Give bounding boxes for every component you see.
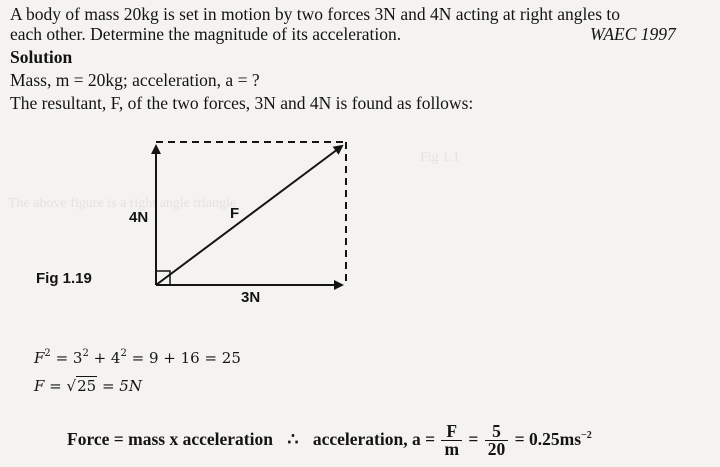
bleed-through-text: The above figure is a right angle triangle [8,196,237,211]
label-3n: 3N [241,289,261,306]
bleed-through-text: Fig 1.1 [420,150,460,165]
vector-resultant [156,146,342,285]
solution-intro: The resultant, F, of the two forces, 3N and 4N is found as follows: [10,93,474,113]
problem-line-2: each other. Determine the magnitude of its acceleration. [10,24,402,44]
equation-resultant-squared: $F^2 = 3^2 + 4^2 = 9 + 16 = 25$ [34,348,241,367]
figure-caption: Fig 1.19 [36,270,92,287]
given-values: Mass, m = 20kg; acceleration, a = ? [10,70,260,90]
source-citation: WAEC 1997 [590,24,676,44]
equation-resultant: F = √25 = 5N [34,377,142,395]
problem-line-1: A body of mass 20kg is set in motion by two forces 3N and 4N acting at right angles to [10,4,620,24]
label-f: F [230,205,240,222]
label-4n: 4N [129,209,149,226]
equation-acceleration: Force = mass x acceleration ∴ acceleration, a = $\frac{F}{m}$ = $\frac{5}{20}$ = $0.25ms^{-2}$ [67,421,592,460]
fraction-f-over-m: $\frac{F}{m}$ [441,423,462,458]
fraction-5-over-20: $\frac{5}{20}$ [485,423,509,458]
solution-heading: Solution [10,47,73,67]
